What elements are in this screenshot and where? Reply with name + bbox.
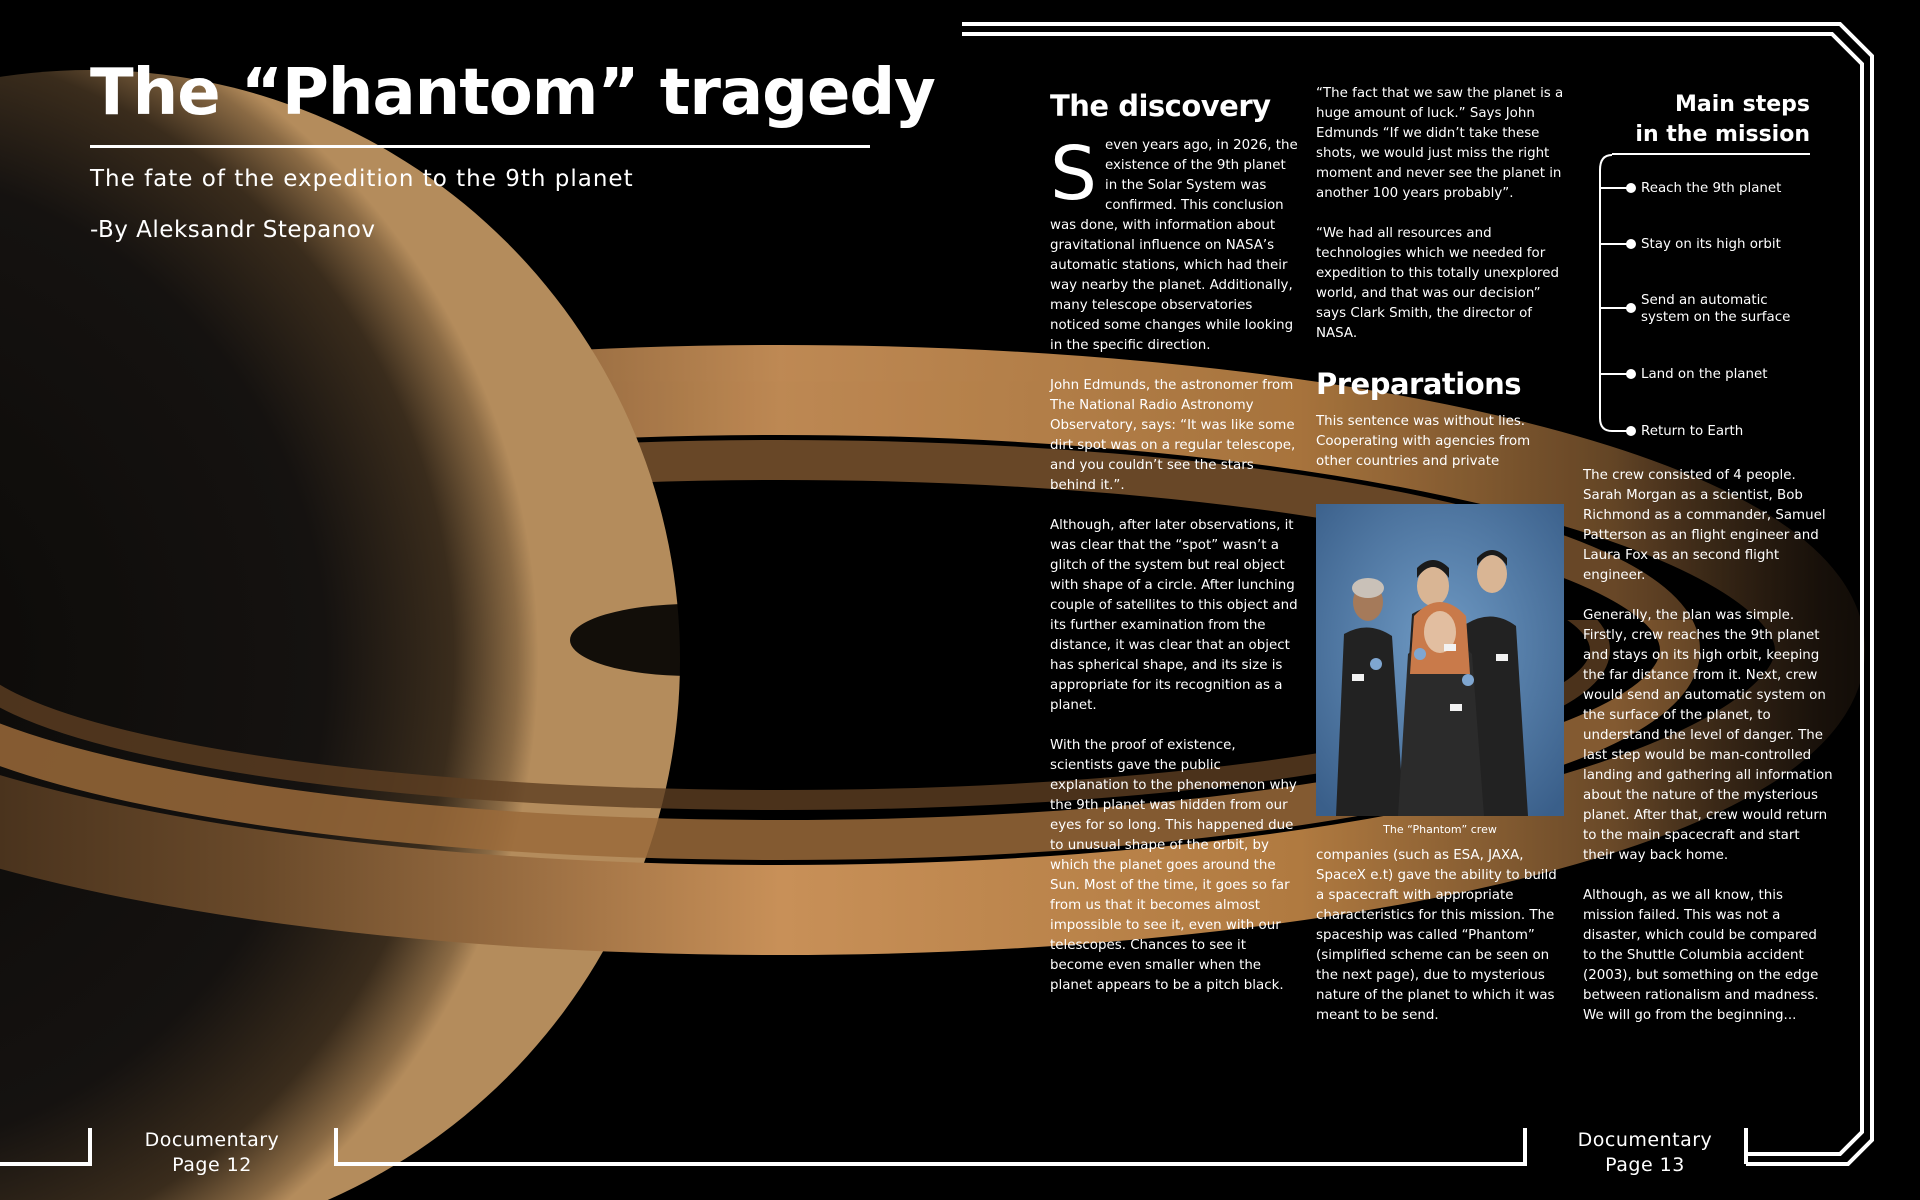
column-discovery bbox=[1050, 86, 1300, 1016]
quote-edmunds: “The fact that we saw the planet is a huge amount of luck.” Says John Edmunds “If we didn’t take these shots, we would just miss the right moment and never see the planet in another 100 years probably”. bbox=[1316, 86, 1564, 201]
preparations-paragraph-2: companies (such as ESA, JAXA, SpaceX e.t) gave the ability to build a spacecraft with appropriate characteristics for this mission. The spaceship was called “Phantom” (simplified scheme can be seen on the next page), due to mysterious nature of the planet to which it was meant to be send. bbox=[1316, 848, 1557, 1023]
discovery-paragraph-2: John Edmunds, the astronomer from The National Radio Astronomy Observatory, says: “It was like some dirt spot was on a regular telescope, and you couldn’t see the stars behind it.”. bbox=[1050, 378, 1296, 493]
planet-shadow-gap bbox=[570, 604, 810, 676]
column-preparations-continued bbox=[1316, 846, 1566, 1046]
failure-paragraph: Although, as we all know, this mission failed. This was not a disaster, which could be compared to the Shuttle Columbia accident (2003), but something on the edge between rationalism and madness. We will go from the beginning... bbox=[1583, 888, 1819, 1023]
article-byline: -By Aleksandr Stepanov bbox=[90, 217, 376, 243]
steps-heading-rule bbox=[1612, 153, 1810, 155]
step-1-label: Reach the 9th planet bbox=[1641, 181, 1782, 196]
footer-left-section: Documentary bbox=[144, 1129, 280, 1151]
discovery-paragraph-4: With the proof of existence, scientists gave the public explanation to the phenomenon why the 9th planet was hidden from our eyes for so long. This happened due to unusual shape of the orbit, by which the planet goes around the Sun. Most of the time, it goes so far from us that it becomes almost impossible to see it, even with our telescopes. Chances to see it become even smaller when the planet appears to be a pitch black. bbox=[1050, 738, 1297, 993]
crew-caption: The “Phantom” crew bbox=[1383, 823, 1497, 836]
discovery-lead-paragraph bbox=[1050, 131, 1300, 356]
drop-cap: S bbox=[1050, 131, 1097, 217]
heading-preparations: Preparations bbox=[1316, 367, 1522, 401]
heading-discovery: The discovery bbox=[1050, 89, 1271, 123]
footer-page-13 bbox=[1535, 1128, 1755, 1178]
discovery-paragraph-3: Although, after later observations, it was clear that the “spot” wasn’t a glitch of the system but real object with shape of a circle. After lunching couple of satellites to this object and its further examination from the distance, it was clear that an object has spherical shape, and its size is appropriate for its recognition as a planet. bbox=[1050, 518, 1298, 713]
discovery-lead-text: even years ago, in 2026, the existence of the 9th planet in the Solar System was confirmed. This conclusion was done, with information about gravitational influence on NASA’s automatic stations, which had their way nearby the planet. Additionally, many telescope observatories noticed some changes while looking in the specific direction. bbox=[1050, 138, 1298, 353]
steps-heading bbox=[1570, 90, 1810, 150]
footer-left-page-number: Page 12 bbox=[172, 1154, 252, 1176]
footer-right-page-number: Page 13 bbox=[1605, 1154, 1685, 1176]
column-preparations bbox=[1316, 84, 1566, 492]
article-subtitle: The fate of the expedition to the 9th planet bbox=[90, 166, 634, 192]
crew-illustration bbox=[1316, 504, 1564, 816]
crew-paragraph: The crew consisted of 4 people. Sarah Morgan as a scientist, Bob Richmond as a commander, Samuel Patterson as an flight engineer and Laura Fox as an second flight engineer. bbox=[1583, 468, 1826, 583]
step-4-label: Land on the planet bbox=[1641, 367, 1768, 382]
footer-right-section: Documentary bbox=[1577, 1129, 1713, 1151]
column-crew-plan bbox=[1583, 466, 1833, 1046]
steps-heading-line2: in the mission bbox=[1635, 122, 1810, 147]
footer-page-12 bbox=[102, 1128, 322, 1178]
plan-paragraph: Generally, the plan was simple. Firstly, crew reaches the 9th planet and stays on its high orbit, keeping the far distance from it. Next, crew would send an automatic system on the surface of the planet, to understand the level of danger. The last step would be man-controlled landing and gathering all information about the nature of the mysterious planet. After that, crew would return to the main spacecraft and start their way back home. bbox=[1583, 608, 1833, 863]
quote-smith: “We had all resources and technologies which we needed for expedition to this totally unexplored world, and that was our decision” says Clark Smith, the director of NASA. bbox=[1316, 226, 1559, 341]
steps-heading-line1: Main steps bbox=[1675, 92, 1810, 117]
step-3-label: Send an automatic system on the surface bbox=[1641, 293, 1791, 325]
article-title: The “Phantom” tragedy bbox=[90, 56, 935, 130]
title-divider bbox=[90, 145, 870, 148]
preparations-paragraph-1: This sentence was without lies. Cooperating with agencies from other countries and private bbox=[1316, 414, 1531, 469]
step-5-label: Return to Earth bbox=[1641, 424, 1744, 439]
step-2-label: Stay on its high orbit bbox=[1641, 237, 1781, 252]
